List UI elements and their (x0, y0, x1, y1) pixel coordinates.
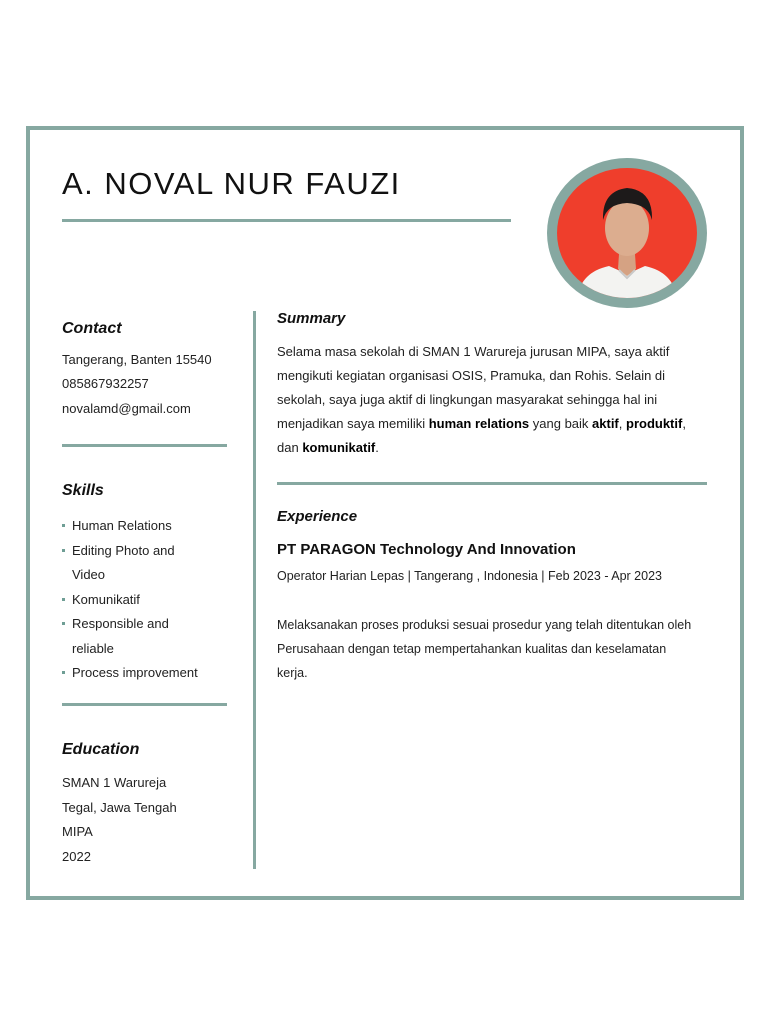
contact-divider (62, 444, 227, 447)
summary-bold-komunikatif: komunikatif (302, 440, 376, 455)
contact-address: Tangerang, Banten 15540 (62, 352, 212, 367)
education-location: Tegal, Jawa Tengah (62, 800, 177, 815)
skill-item: Responsible and reliable (62, 612, 197, 661)
summary-heading: Summary (277, 310, 346, 327)
summary-bold-human-relations: human relations (428, 416, 530, 431)
skill-item: Human Relations (62, 514, 237, 539)
column-divider (253, 311, 256, 869)
contact-phone: 085867932257 (62, 376, 149, 391)
skill-item: Process improvement (62, 661, 237, 686)
candidate-name: A. NOVAL NUR FAUZI (62, 166, 401, 201)
education-year: 2022 (62, 849, 91, 864)
education-major: MIPA (62, 824, 93, 839)
contact-email: novalamd@gmail.com (62, 401, 191, 416)
summary-bold-aktif: aktif (592, 416, 619, 431)
contact-heading: Contact (62, 320, 122, 337)
skills-list (62, 514, 237, 686)
portrait-photo-icon (557, 168, 697, 298)
education-heading: Education (62, 741, 140, 758)
skills-heading: Skills (62, 482, 104, 499)
summary-text: Selama masa sekolah di SMAN 1 Warureja jurusan MIPA, saya aktif mengikuti kegiatan organisasi OSIS, Pramuka, dan Rohis. Selain di sekolah, saya juga aktif di lingkungan masyarakat sehingga hal ini menjadikan saya memiliki human relations yang baik aktif, produktif, dan komunikatif. (277, 344, 686, 455)
experience-description: Melaksanakan proses produksi sesuai prosedur yang telah ditentukan oleh Perusahaan dengan tetap mempertahankan kualitas dan keselamatan kerja. (277, 618, 692, 680)
summary-bold-produktif: produktif (626, 416, 683, 431)
skill-item: Komunikatif (62, 588, 237, 613)
experience-heading: Experience (277, 508, 358, 525)
education-school: SMAN 1 Warureja (62, 775, 167, 790)
summary-divider (277, 482, 707, 485)
experience-company: PT PARAGON Technology And Innovation (277, 541, 576, 558)
experience-meta: Operator Harian Lepas | Tangerang , Indonesia | Feb 2023 - Apr 2023 (277, 569, 662, 583)
skills-divider (62, 703, 227, 706)
skill-item: Editing Photo and Video (62, 539, 202, 588)
name-underline (62, 219, 511, 222)
